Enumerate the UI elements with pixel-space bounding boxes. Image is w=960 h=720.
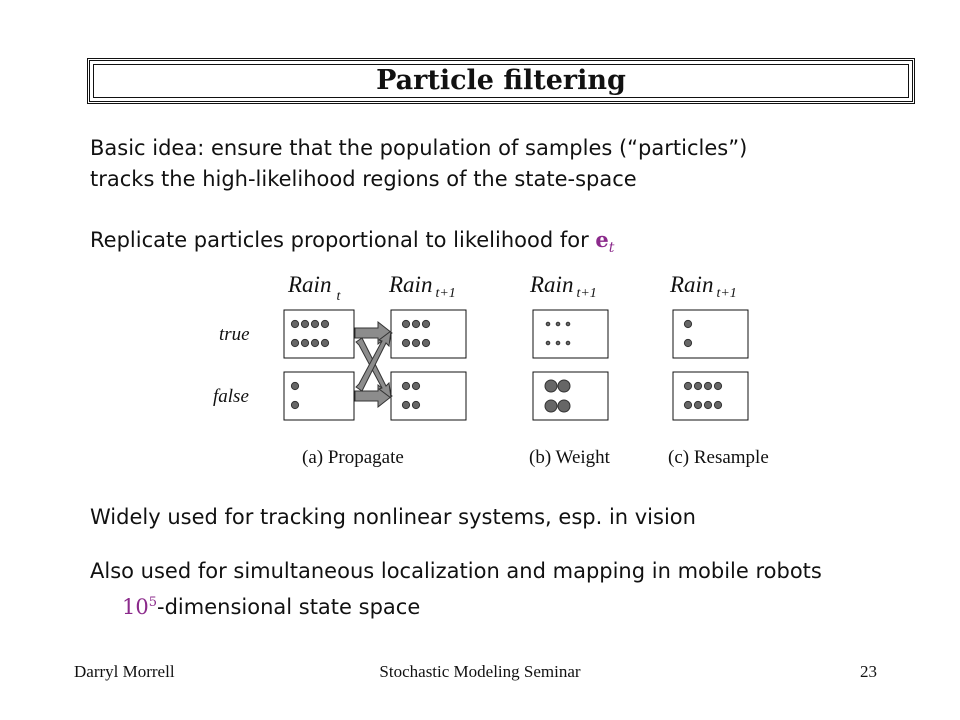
particle bbox=[412, 382, 419, 389]
particle bbox=[412, 339, 419, 346]
column-header-rain-t1-resample: Rain $_{t+1}$ bbox=[670, 272, 737, 301]
particle bbox=[412, 401, 419, 408]
particle bbox=[291, 320, 298, 327]
caption-propagate: (a) Propagate bbox=[302, 447, 404, 468]
particle bbox=[556, 341, 560, 345]
box-weight-false bbox=[533, 372, 608, 420]
particle bbox=[558, 380, 570, 392]
particle bbox=[422, 320, 429, 327]
particle bbox=[321, 320, 328, 327]
particle bbox=[714, 401, 721, 408]
particle bbox=[566, 322, 570, 326]
particle bbox=[546, 322, 550, 326]
particle bbox=[714, 382, 721, 389]
particle bbox=[545, 400, 557, 412]
particle bbox=[301, 320, 308, 327]
particle bbox=[684, 320, 691, 327]
particle bbox=[402, 401, 409, 408]
particle bbox=[412, 320, 419, 327]
slide-title: Particle filtering bbox=[376, 65, 626, 96]
footer-author: Darryl Morrell bbox=[74, 662, 175, 681]
particle bbox=[402, 382, 409, 389]
particle bbox=[402, 320, 409, 327]
particle bbox=[566, 341, 570, 345]
replicate-text: Replicate particles proportional to likelihood for bbox=[90, 228, 596, 252]
evidence-symbol: $e_t$ bbox=[595, 227, 615, 257]
particle bbox=[694, 382, 701, 389]
column-header-rain-t: Rain $_t$ bbox=[288, 272, 341, 304]
particle bbox=[684, 339, 691, 346]
particle bbox=[291, 339, 298, 346]
particle bbox=[402, 339, 409, 346]
box-weight-true bbox=[533, 310, 608, 358]
box-rain-t-false bbox=[284, 372, 354, 420]
box-propagate-true bbox=[391, 310, 466, 358]
particle bbox=[556, 322, 560, 326]
basic-idea-line2: tracks the high-likelihood regions of the state-space bbox=[90, 167, 637, 191]
row-label-false: false bbox=[213, 386, 249, 407]
basic-idea-line1: Basic idea: ensure that the population of samples (“particles”) bbox=[90, 136, 748, 160]
particle bbox=[291, 382, 298, 389]
particle bbox=[546, 341, 550, 345]
particle bbox=[684, 382, 691, 389]
slam-subpoint: $10^5$-dimensional state space bbox=[122, 595, 421, 619]
tracking-paragraph bbox=[90, 502, 696, 533]
particle bbox=[704, 401, 711, 408]
row-label-true: true bbox=[219, 324, 250, 345]
particle bbox=[311, 320, 318, 327]
footer-page-number: 23 bbox=[860, 662, 877, 681]
column-header-rain-t1-weight: Rain $_{t+1}$ bbox=[530, 272, 597, 301]
particle bbox=[301, 339, 308, 346]
caption-weight: (b) Weight bbox=[529, 447, 610, 468]
box-resample-false bbox=[673, 372, 748, 420]
particle bbox=[684, 401, 691, 408]
particle bbox=[422, 339, 429, 346]
footer-seminar: Stochastic Modeling Seminar bbox=[379, 662, 581, 681]
particle bbox=[704, 382, 711, 389]
slam-paragraph bbox=[90, 556, 822, 623]
box-rain-t-true bbox=[284, 310, 354, 358]
particle bbox=[545, 380, 557, 392]
column-header-rain-t1-propagate: Rain $_{t+1}$ bbox=[389, 272, 456, 301]
slam-math: $10^5$ bbox=[122, 595, 158, 619]
particle bbox=[558, 400, 570, 412]
particle bbox=[321, 339, 328, 346]
slam-text: Also used for simultaneous localization and mapping in mobile robots bbox=[90, 559, 822, 583]
box-resample-true bbox=[673, 310, 748, 358]
particle bbox=[291, 401, 298, 408]
caption-resample: (c) Resample bbox=[668, 447, 769, 468]
box-propagate-false bbox=[391, 372, 466, 420]
particle bbox=[694, 401, 701, 408]
tracking-text: Widely used for tracking nonlinear systems, esp. in vision bbox=[90, 505, 696, 529]
particle bbox=[311, 339, 318, 346]
